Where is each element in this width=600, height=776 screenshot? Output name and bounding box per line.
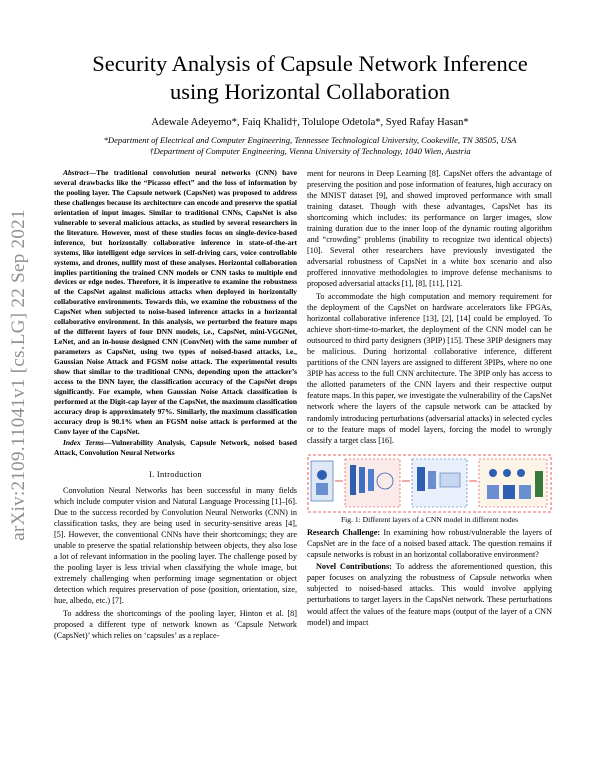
paragraph: ment for neurons in Deep Learning [8]. CapsNet offers the advantage of preserving the position and pose information of features, high accuracy on the MNIST dataset [9], and showed improved performance with small training dataset. Though with these advantages, CapsNet has its shortcoming which includes: its performance on larger images, slow training duration due to the inner loop of the dynamic routing algorithm and “crowding” problems (inability to recognize two identical objects) [10]. Several other researchers have previously investigated the adversarial robustness of CapsNet in a white box scenario and also proffered innovative methodologies to improve defense mechanisms to proposed adversarial attacks [1], [8], [11], [12]. — [307, 169, 552, 289]
arxiv-stamp: arXiv:2109.11041v1 [cs.LG] 22 Sep 2021 — [8, 209, 29, 541]
figure-caption: Fig. 1: Different layers of a CNN model in different nodes — [340, 514, 519, 524]
authors: Adewale Adeyemo*, Faiq Khalid†, Tolulope Odetola*, Syed Rafay Hasan* — [151, 117, 469, 128]
affiliation-1: *Department of Electrical and Computer Engineering, Tennessee Technological University, Cookeville, TN 38505, USA — [103, 135, 517, 145]
novel-contributions: Novel Contributions: To address the aforementioned question, this paper focuses on analyzing the robustness of Capsule networks when subjected to noised-based attacks. This would involve applying perturbations to target layers in the CapsNet network. These perturbations would affect the values of the feature maps (output of the layer of a CNN model) and impact — [307, 562, 553, 627]
figure-1-diagram — [307, 453, 552, 513]
paragraph: Convolution Neural Networks has been successful in many fields which include computer vision and Natural Language Processing [1]–[6]. Due to the success recorded by Convolution Neural Networks (CNN) in classification tasks, they are being used in security-sensitive areas [4], [5]. However, the conventional CNNs have their shortcomings; they are unable to preserve the spatial relationship between objects, they also lose a lot of relevant information in the pooling layer. The challenge posed by the pooling layer is less trivial when classifying the whole image, but extremely challenging when performing image segmentation or object detection which requires preservation of pose (position, orientation, size, hue, albedo, etc.) [7]. — [54, 485, 297, 606]
figure-1 — [307, 453, 552, 513]
right-column — [307, 168, 552, 628]
research-challenge: Research Challenge: In examining how robust/vulnerable the layers of CapsNet are in the face of a noised based attack. The question remains if capsule networks is robust in an horizontal collaborative environment? — [307, 527, 553, 559]
left-column — [54, 168, 297, 641]
index-terms: Index Terms—Vulnerability Analysis, Capsule Network, noised based Attack, Convolution Neural Networks — [54, 437, 297, 457]
affiliation-2: †Department of Computer Engineering, Vienna University of Technology, 1040 Wien, Austria — [149, 146, 471, 156]
paragraph: To address the shortcomings of the pooling layer, Hinton et al. [8] proposed a different type of network known as ‘Capsule Network (CapsNet)’ which relies on ‘capsules’ as a replace- — [54, 608, 297, 640]
section-heading: I. Introduction — [149, 469, 202, 479]
abstract: Abstract—The traditional convolution neural networks (CNN) have several drawbacks like the “Picasso effect” and the loss of information by the pooling layer. The Capsule network (CapsNet) was proposed to address these challenges because its architecture can encode and preserve the spatial orientation of input images. Similar to traditional CNNs, CapsNet is also vulnerable to several malicious attacks, as studied by several researchers in the literature. However, most of these studies focus on single-device-based inference, but horizontally collaborative inference in state-of-the-art systems, like intelligent edge services in self-driving cars, voice controllable systems, and drones, nullify most of these analyses. Horizontal collaboration implies partitioning the trained CNN models or CNN tasks to multiple end devices or edge nodes. Therefore, it is imperative to examine the robustness of the CapsNet against malicious attacks when deployed in horizontally collaborative environments. Towards this, we examine the robustness of the CapsNet when subjected to noise-based inference attacks in a horizontal collaborative environment. In this analysis, we perturbed the feature maps of the different layers of four DNN models, i.e., CapsNet, mini-VGGNet, LeNet, and an in-house designed CNN (ConvNet) with the same number of parameters as CapsNet, using two types of noised-based attacks, i.e., Gaussian Noise Attack and FGSM noise attack. The experimental results show that similar to the traditional CNNs, depending upon the attacker’s access to the DNN layer, the classification accuracy of the CapsNet drops significantly. For example, when Gaussian Noise Attack classification is performed at the Digit-cap layer of the CapsNet, the maximum classification accuracy drop is approximately 97%. Similarly, the maximum classification accuracy drop is 90.1% when an FGSM noise attack is performed at the Conv layer of the CapsNet. — [54, 168, 297, 436]
paper-title: Security Analysis of Capsule Network Inference using Horizontal Collaboration — [92, 51, 528, 104]
paragraph: To accommodate the high computation and memory requirement for the deployment of the CapsNet on hardware accelerators like FPGAs, horizontal collaborative inference [13], [2], [14] could be employed. To achieve short-time-to-market, the deployment of the CNN model can be outsourced to third party designers (3PIP) [15]. These 3PIP designers may be malicious. During horizontal collaborative inference, different partitions of the CNN layers are assigned to different 3PIPs, where no one 3PIP has access to the full CNN architecture. The 3PIP only has access to the allotted parameters of the CNN layers and their respective output feature maps. In this paper, we investigate the vulnerability of the CapsNet network where the layers of the capsule network can be attacked by randomly introducing perturbations (adversarial attacks) in selected cycles or to the feature maps of model layers, forcing the model to wrongly classify a target class [16]. — [307, 292, 552, 445]
